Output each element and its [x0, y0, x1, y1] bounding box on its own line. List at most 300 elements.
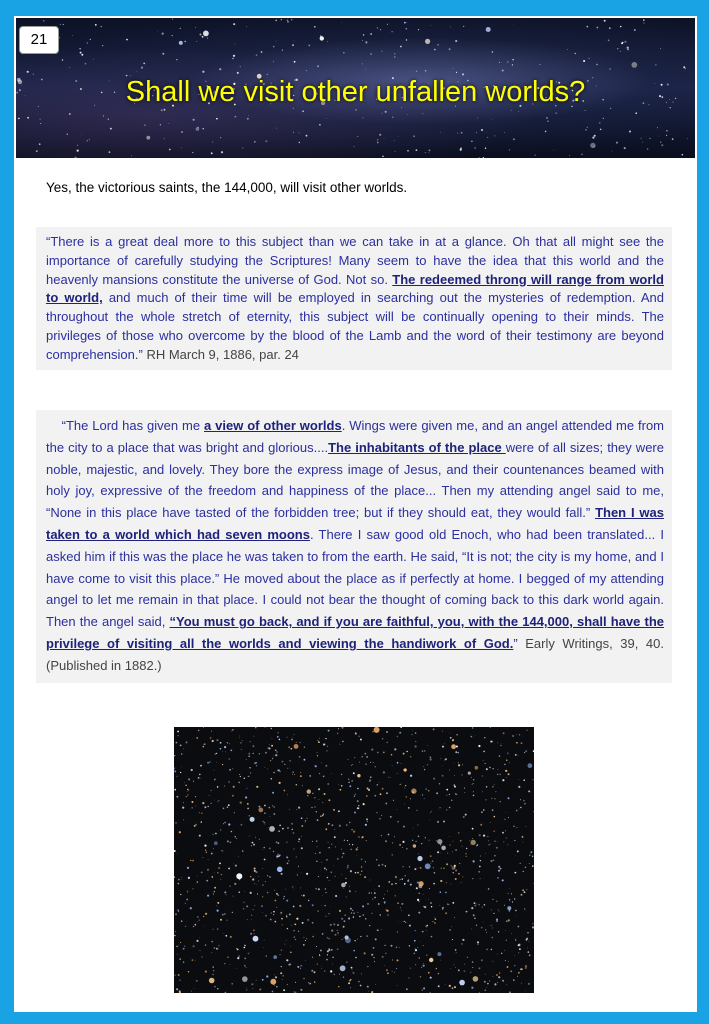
- star-dot: [366, 756, 368, 758]
- quote-emphasis: “You must go back, and if you are faithful, you, with the 144,000, shall have the privilege of visiting all the worlds and viewing the handiwork of God.: [46, 614, 664, 651]
- star-dot: [264, 847, 265, 848]
- star-dot: [499, 911, 500, 912]
- star-dot: [282, 979, 283, 980]
- star-dot: [281, 913, 282, 914]
- star-dot: [291, 925, 292, 926]
- quote-emphasis: The redeemed throng will range from world to world,: [46, 271, 664, 306]
- star-dot: [508, 845, 509, 846]
- star-dot: [569, 155, 570, 156]
- star-dot: [487, 137, 488, 138]
- star-dot: [266, 975, 268, 977]
- star-dot: [270, 816, 271, 817]
- star-dot: [406, 28, 408, 30]
- star-dot: [211, 803, 212, 804]
- star-dot: [231, 983, 233, 985]
- star-dot: [484, 737, 485, 738]
- star-dot: [410, 968, 411, 969]
- star-dot: [186, 921, 187, 922]
- star-dot: [187, 891, 188, 892]
- star-dot: [555, 112, 557, 114]
- star-dot: [355, 733, 357, 735]
- star-dot: [509, 888, 510, 889]
- star-dot: [295, 982, 296, 983]
- star-dot: [360, 739, 362, 741]
- star-dot: [328, 824, 329, 825]
- star-dot: [429, 992, 431, 993]
- star-dot: [429, 888, 430, 889]
- star-dot: [350, 979, 352, 981]
- star-dot: [244, 947, 246, 949]
- star-dot: [278, 854, 279, 855]
- star-dot: [437, 839, 442, 844]
- star-dot: [183, 802, 184, 803]
- star-dot: [253, 753, 254, 754]
- star-dot: [279, 825, 281, 827]
- star-dot: [405, 922, 406, 923]
- star-dot: [506, 760, 507, 761]
- star-dot: [205, 913, 207, 915]
- star-dot: [202, 71, 204, 73]
- star-dot: [300, 968, 301, 969]
- star-dot: [179, 945, 180, 946]
- star-dot: [288, 964, 290, 966]
- star-dot: [647, 148, 649, 150]
- star-dot: [303, 937, 304, 938]
- star-dot: [164, 109, 166, 111]
- star-dot: [454, 784, 455, 785]
- star-dot: [259, 839, 260, 840]
- star-dot: [355, 891, 356, 892]
- star-dot: [192, 860, 194, 862]
- star-dot: [458, 969, 460, 971]
- star-dot: [469, 840, 470, 841]
- star-dot: [342, 856, 343, 857]
- star-dot: [497, 841, 498, 842]
- star-dot: [497, 877, 498, 878]
- star-dot: [452, 939, 453, 940]
- star-dot: [326, 892, 327, 893]
- star-dot: [525, 967, 527, 969]
- star-dot: [253, 844, 255, 846]
- star-dot: [234, 883, 236, 885]
- star-dot: [288, 860, 289, 861]
- star-dot: [241, 824, 243, 826]
- star-dot: [342, 939, 343, 940]
- star-dot: [40, 123, 41, 124]
- star-dot: [519, 809, 520, 810]
- star-dot: [353, 972, 355, 974]
- star-dot: [308, 982, 309, 983]
- star-dot: [587, 127, 588, 128]
- star-dot: [385, 111, 387, 113]
- star-dot: [219, 863, 221, 865]
- star-dot: [504, 905, 505, 906]
- star-dot: [522, 889, 524, 891]
- star-dot: [439, 783, 440, 784]
- star-dot: [464, 792, 465, 793]
- star-dot: [332, 824, 334, 826]
- star-dot: [273, 911, 275, 913]
- star-dot: [515, 939, 516, 940]
- star-dot: [136, 71, 137, 72]
- star-dot: [227, 920, 228, 921]
- quote-review-herald: [36, 227, 672, 370]
- star-dot: [362, 40, 363, 41]
- star-dot: [517, 976, 518, 977]
- star-dot: [174, 755, 175, 756]
- star-dot: [321, 862, 322, 863]
- star-dot: [377, 142, 379, 144]
- star-dot: [461, 882, 462, 883]
- star-dot: [188, 790, 189, 791]
- star-dot: [178, 883, 180, 885]
- star-dot: [262, 849, 263, 850]
- star-dot: [486, 27, 491, 32]
- star-dot: [491, 741, 493, 743]
- star-dot: [428, 790, 430, 792]
- star-dot: [300, 887, 301, 888]
- star-dot: [27, 71, 29, 73]
- star-dot: [532, 923, 533, 924]
- star-dot: [349, 822, 350, 823]
- star-dot: [292, 829, 293, 830]
- star-dot: [387, 914, 388, 915]
- star-dot: [279, 739, 281, 741]
- star-dot: [377, 27, 378, 28]
- star-dot: [339, 825, 341, 827]
- star-dot: [164, 138, 165, 139]
- star-dot: [248, 755, 250, 757]
- star-dot: [269, 826, 275, 832]
- star-dot: [494, 983, 496, 985]
- star-dot: [476, 925, 477, 926]
- star-dot: [271, 745, 273, 747]
- star-dot: [321, 966, 322, 967]
- star-dot: [256, 786, 258, 788]
- star-dot: [463, 816, 465, 818]
- star-dot: [461, 774, 462, 775]
- star-dot: [519, 779, 520, 780]
- star-dot: [192, 888, 193, 889]
- star-dot: [259, 989, 261, 991]
- star-dot: [515, 939, 516, 940]
- star-dot: [419, 957, 421, 959]
- star-dot: [491, 798, 492, 799]
- star-dot: [378, 865, 380, 867]
- star-dot: [240, 66, 241, 67]
- star-dot: [72, 35, 73, 36]
- star-dot: [271, 728, 272, 729]
- star-dot: [229, 886, 230, 887]
- star-dot: [528, 763, 533, 768]
- star-dot: [433, 867, 434, 868]
- star-dot: [658, 136, 659, 137]
- star-dot: [500, 801, 501, 802]
- star-dot: [643, 19, 645, 21]
- star-dot: [525, 965, 527, 967]
- star-dot: [509, 149, 510, 150]
- star-dot: [182, 807, 184, 809]
- star-dot: [302, 922, 304, 924]
- star-dot: [287, 827, 289, 829]
- star-dot: [685, 68, 686, 69]
- star-dot: [387, 972, 389, 974]
- star-dot: [196, 806, 197, 807]
- star-dot: [181, 147, 182, 148]
- star-dot: [382, 156, 384, 158]
- star-dot: [250, 773, 251, 774]
- star-dot: [343, 938, 344, 939]
- star-dot: [331, 949, 333, 951]
- star-dot: [532, 865, 534, 867]
- star-dot: [406, 796, 407, 797]
- star-dot: [465, 814, 467, 816]
- star-dot: [485, 853, 486, 854]
- star-dot: [518, 952, 519, 953]
- star-dot: [450, 884, 451, 885]
- star-dot: [525, 867, 527, 869]
- star-dot: [262, 884, 264, 886]
- star-dot: [186, 796, 187, 797]
- star-dot: [108, 119, 109, 120]
- star-dot: [494, 135, 495, 136]
- star-dot: [472, 878, 473, 879]
- star-dot: [494, 855, 495, 856]
- quote-text: ”: [513, 635, 518, 651]
- star-dot: [480, 824, 482, 826]
- star-dot: [375, 984, 376, 985]
- star-dot: [195, 824, 197, 826]
- star-dot: [273, 46, 275, 48]
- star-dot: [504, 132, 505, 133]
- star-dot: [491, 119, 492, 120]
- star-dot: [233, 768, 234, 769]
- star-dot: [409, 866, 410, 867]
- star-dot: [316, 946, 317, 947]
- star-dot: [287, 984, 288, 985]
- star-dot: [206, 880, 208, 882]
- star-dot: [399, 947, 400, 948]
- star-dot: [474, 905, 476, 907]
- star-dot: [199, 937, 200, 938]
- star-dot: [440, 807, 441, 808]
- star-dot: [215, 833, 217, 835]
- star-dot: [430, 757, 432, 759]
- star-dot: [161, 109, 163, 111]
- star-dot: [384, 903, 385, 904]
- quote-text: . Wings were given me, and an angel attended me from the city to a place that was bright and glorious....: [46, 418, 665, 455]
- star-dot: [213, 970, 214, 971]
- star-dot: [224, 963, 225, 964]
- star-dot: [209, 761, 211, 763]
- star-dot: [416, 71, 417, 72]
- star-dot: [193, 945, 195, 947]
- star-dot: [174, 770, 176, 772]
- star-dot: [270, 760, 271, 761]
- star-dot: [219, 68, 221, 70]
- star-dot: [586, 26, 588, 28]
- star-dot: [344, 840, 345, 841]
- star-dot: [350, 987, 351, 988]
- star-dot: [255, 762, 257, 764]
- star-dot: [446, 882, 447, 883]
- star-dot: [191, 801, 193, 803]
- star-dot: [415, 964, 416, 965]
- star-dot: [415, 741, 416, 742]
- star-dot: [287, 928, 288, 929]
- star-dot: [372, 731, 374, 733]
- star-dot: [176, 796, 178, 798]
- star-dot: [200, 950, 201, 951]
- star-dot: [460, 840, 462, 842]
- star-dot: [198, 127, 199, 128]
- star-dot: [516, 742, 518, 744]
- star-dot: [358, 981, 359, 982]
- star-dot: [498, 769, 499, 770]
- star-dot: [287, 737, 288, 738]
- star-dot: [366, 818, 368, 820]
- star-dot: [355, 109, 356, 110]
- star-dot: [502, 70, 504, 72]
- star-dot: [454, 786, 456, 788]
- star-dot: [60, 24, 61, 25]
- star-dot: [287, 21, 289, 23]
- star-dot: [492, 809, 494, 811]
- star-dot: [227, 742, 228, 743]
- star-dot: [403, 921, 404, 922]
- star-dot: [213, 834, 214, 835]
- star-dot: [214, 891, 216, 893]
- star-dot: [477, 941, 479, 943]
- star-dot: [485, 763, 486, 764]
- star-dot: [235, 865, 237, 867]
- star-dot: [327, 783, 329, 785]
- star-dot: [620, 26, 622, 28]
- star-dot: [203, 746, 204, 747]
- star-dot: [423, 963, 424, 964]
- star-dot: [217, 988, 218, 989]
- star-dot: [278, 770, 280, 772]
- star-dot: [346, 824, 348, 826]
- star-dot: [374, 892, 376, 894]
- star-dot: [269, 876, 271, 878]
- star-dot: [360, 874, 361, 875]
- star-dot: [402, 878, 403, 879]
- star-dot: [405, 875, 406, 876]
- star-dot: [126, 39, 128, 41]
- star-dot: [500, 868, 502, 870]
- star-dot: [450, 27, 451, 28]
- star-dot: [567, 49, 568, 50]
- star-dot: [494, 784, 495, 785]
- star-dot: [328, 913, 329, 914]
- star-dot: [294, 774, 295, 775]
- star-dot: [212, 142, 213, 143]
- star-dot: [374, 727, 380, 733]
- star-dot: [519, 734, 520, 735]
- star-dot: [486, 132, 487, 133]
- star-dot: [425, 837, 426, 838]
- star-dot: [494, 841, 495, 842]
- star-dot: [422, 794, 423, 795]
- star-dot: [512, 901, 513, 902]
- star-dot: [432, 860, 434, 862]
- star-dot: [341, 883, 346, 888]
- star-dot: [497, 742, 498, 743]
- star-dot: [236, 873, 242, 879]
- star-dot: [490, 860, 492, 862]
- star-dot: [430, 758, 432, 760]
- star-dot: [253, 933, 254, 934]
- star-dot: [307, 789, 311, 793]
- star-dot: [278, 830, 280, 832]
- star-dot: [513, 979, 515, 981]
- star-dot: [197, 921, 198, 922]
- star-dot: [225, 935, 227, 937]
- star-dot: [181, 753, 183, 755]
- star-dot: [451, 800, 452, 801]
- star-dot: [272, 758, 273, 759]
- star-dot: [291, 823, 293, 825]
- star-dot: [287, 863, 289, 865]
- star-dot: [273, 813, 275, 815]
- star-dot: [442, 731, 443, 732]
- star-dot: [338, 935, 339, 936]
- star-dot: [506, 838, 507, 839]
- star-dot: [429, 150, 431, 152]
- star-dot: [204, 743, 206, 745]
- star-dot: [87, 140, 89, 142]
- star-dot: [510, 901, 511, 902]
- star-dot: [301, 836, 302, 837]
- star-dot: [597, 27, 599, 29]
- star-dot: [280, 954, 281, 955]
- star-dot: [471, 987, 473, 989]
- star-dot: [427, 764, 428, 765]
- star-dot: [187, 791, 188, 792]
- star-dot: [327, 877, 329, 879]
- star-dot: [175, 931, 176, 932]
- star-dot: [228, 868, 230, 870]
- star-dot: [315, 853, 316, 854]
- star-dot: [513, 826, 514, 827]
- star-dot: [286, 915, 287, 916]
- star-dot: [502, 879, 504, 881]
- star-dot: [179, 831, 181, 833]
- star-dot: [404, 804, 405, 805]
- star-dot: [188, 877, 190, 879]
- star-dot: [414, 953, 416, 955]
- star-dot: [396, 968, 397, 969]
- star-dot: [220, 829, 221, 830]
- star-dot: [178, 974, 180, 976]
- star-dot: [454, 986, 456, 988]
- star-dot: [526, 826, 527, 827]
- star-dot: [406, 39, 407, 40]
- star-dot: [392, 971, 393, 972]
- star-dot: [312, 957, 313, 958]
- star-dot: [269, 744, 270, 745]
- star-dot: [367, 966, 369, 968]
- star-dot: [359, 736, 360, 737]
- star-dot: [523, 779, 525, 781]
- star-dot: [291, 739, 292, 740]
- star-dot: [334, 829, 335, 830]
- star-dot: [476, 132, 477, 133]
- star-dot: [318, 876, 319, 877]
- star-dot: [413, 827, 414, 828]
- star-dot: [508, 893, 509, 894]
